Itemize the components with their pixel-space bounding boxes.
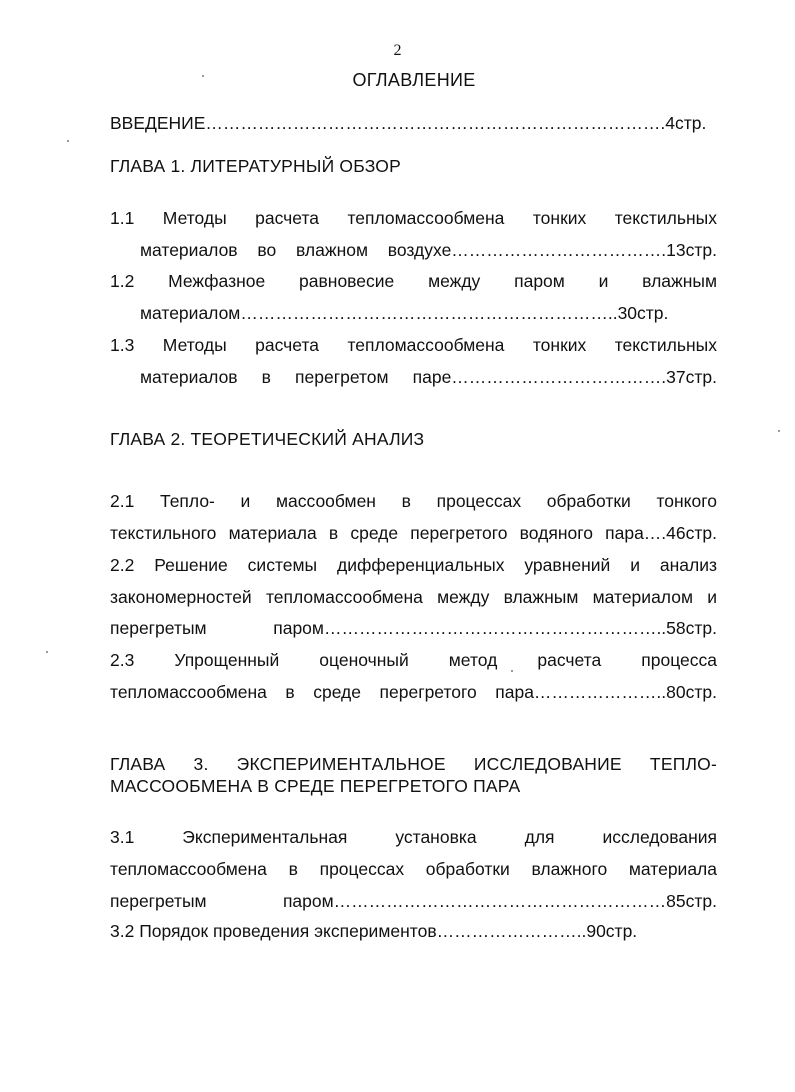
page-title: ОГЛАВЛЕНИЕ xyxy=(352,70,476,90)
scan-speck xyxy=(511,670,513,672)
toc-3-1-line-1: 3.1 Экспериментальная установка для исследования xyxy=(110,827,717,847)
toc-1-3-line-1: 1.3 Методы расчета тепломассообмена тонких текстильных xyxy=(110,335,717,355)
toc-3-1-line-3: перегретым паром…………………………………………………85стр. xyxy=(110,891,717,911)
scan-speck xyxy=(778,430,780,432)
toc-3-2: 3.2 Порядок проведения экспериментов……………………..90стр. xyxy=(110,921,638,941)
page-number: 2 xyxy=(393,42,402,59)
toc-1-1-line-1: 1.1 Методы расчета тепломассообмена тонких текстильных xyxy=(110,208,717,228)
scan-speck xyxy=(202,75,204,77)
toc-2-1-line-2: текстильного материала в среде перегретого водяного пара….46стр. xyxy=(110,523,717,543)
scan-speck xyxy=(67,140,69,142)
chapter-1-heading: ГЛАВА 1. ЛИТЕРАТУРНЫЙ ОБЗОР xyxy=(110,156,401,176)
toc-3-1-line-2: тепломассообмена в процессах обработки влажного материала xyxy=(110,859,717,879)
scan-speck xyxy=(46,651,48,653)
chapter-2-heading: ГЛАВА 2. ТЕОРЕТИЧЕСКИЙ АНАЛИЗ xyxy=(110,429,425,449)
toc-1-2-line-1: 1.2 Межфазное равновесие между паром и влажным xyxy=(110,271,717,291)
toc-2-3-line-1: 2.3 Упрощенный оценочный метод расчета процесса xyxy=(110,650,717,670)
chapter-3-heading-line-1: ГЛАВА 3. ЭКСПЕРИМЕНТАЛЬНОЕ ИССЛЕДОВАНИЕ ТЕПЛО- xyxy=(110,754,717,774)
toc-1-1-line-2: материалов во влажном воздухе……………………………….13стр. xyxy=(140,240,717,260)
toc-2-3-line-2: тепломассообмена в среде перегретого пара…………………..80стр. xyxy=(110,682,717,702)
toc-2-1-line-1: 2.1 Тепло- и массообмен в процессах обработки тонкого xyxy=(110,491,717,511)
toc-1-2-line-2: материалом………………………………………………………..30стр. xyxy=(140,303,669,323)
toc-introduction: ВВЕДЕНИЕ…………………………………………………………………….4стр. xyxy=(110,113,707,133)
toc-1-3-line-2: материалов в перегретом паре……………………………….37стр. xyxy=(140,367,717,387)
toc-2-2-line-1: 2.2 Решение системы дифференциальных уравнений и анализ xyxy=(110,555,717,575)
toc-2-2-line-3: перегретым паром…………………………………………………..58стр. xyxy=(110,618,717,638)
chapter-3-heading-line-2: МАССООБМЕНА В СРЕДЕ ПЕРЕГРЕТОГО ПАРА xyxy=(110,776,521,796)
toc-2-2-line-2: закономерностей тепломассообмена между влажным материалом и xyxy=(110,587,717,607)
